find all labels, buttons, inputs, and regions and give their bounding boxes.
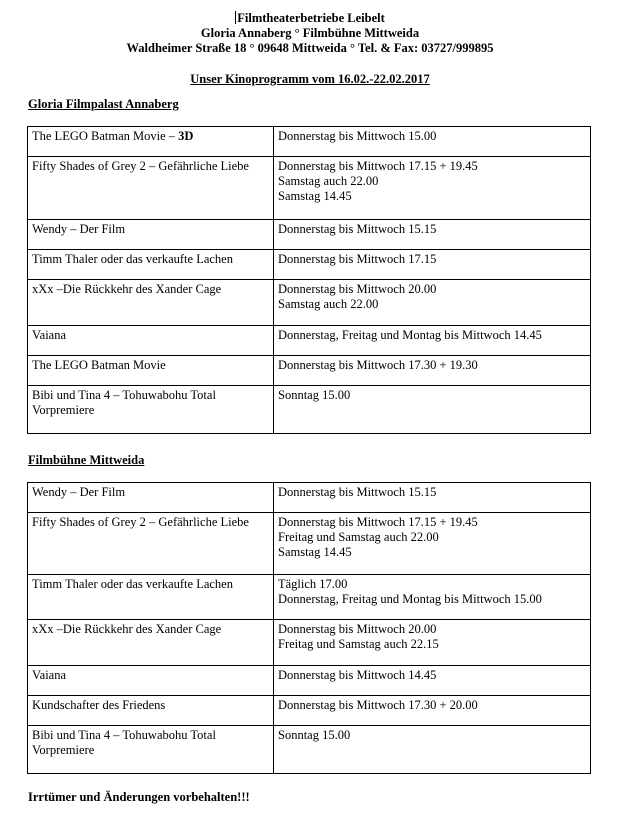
program-title: Unser Kinoprogramm vom 16.02.-22.02.2017 <box>190 72 430 86</box>
showtimes-cell <box>274 726 591 774</box>
film-title: Bibi und Tina 4 – Tohuwabohu Total <box>32 388 216 402</box>
film-title-cell <box>28 483 274 513</box>
film-title-cell <box>28 356 274 386</box>
showtimes-cell <box>274 620 591 666</box>
film-title-cell <box>28 575 274 620</box>
table-row <box>28 250 591 280</box>
film-title-cell <box>28 513 274 575</box>
film-title-cell <box>28 280 274 326</box>
showtime: Donnerstag bis Mittwoch 20.00 <box>278 282 437 296</box>
showtime: Freitag und Samstag auch 22.15 <box>278 637 439 651</box>
showtime: Donnerstag bis Mittwoch 17.30 + 20.00 <box>278 698 478 712</box>
table-row <box>28 696 591 726</box>
showtime: Sonntag 15.00 <box>278 728 351 742</box>
showtime: Samstag auch 22.00 <box>278 174 379 188</box>
showtime: Donnerstag bis Mittwoch 20.00 <box>278 622 437 636</box>
showtime: Donnerstag bis Mittwoch 17.30 + 19.30 <box>278 358 478 372</box>
film-title-cell <box>28 326 274 356</box>
table-row <box>28 157 591 220</box>
table-row <box>28 575 591 620</box>
table-row <box>28 666 591 696</box>
film-title: xXx –Die Rückkehr des Xander Cage <box>32 622 222 636</box>
film-title: Timm Thaler oder das verkaufte Lachen <box>32 252 233 266</box>
document-header <box>0 11 620 56</box>
showtime: Donnerstag bis Mittwoch 15.00 <box>278 129 437 143</box>
program-table-annaberg <box>27 126 591 434</box>
table-row <box>28 726 591 774</box>
showtimes-cell <box>274 356 591 386</box>
showtime: Sonntag 15.00 <box>278 388 351 402</box>
film-title-cell <box>28 620 274 666</box>
showtimes-cell <box>274 696 591 726</box>
showtime: Täglich 17.00 <box>278 577 348 591</box>
table-row <box>28 356 591 386</box>
film-title-cell <box>28 127 274 157</box>
film-title: Timm Thaler oder das verkaufte Lachen <box>32 577 233 591</box>
section-title-annaberg: Gloria Filmpalast Annaberg <box>28 97 179 111</box>
film-title-cell <box>28 386 274 434</box>
film-title: xXx –Die Rückkehr des Xander Cage <box>32 282 222 296</box>
format-3d-label: 3D <box>178 129 194 143</box>
film-title: Wendy – Der Film <box>32 485 126 499</box>
showtime: Donnerstag bis Mittwoch 17.15 + 19.45 <box>278 515 478 529</box>
showtimes-cell <box>274 575 591 620</box>
film-title: Vorpremiere <box>32 743 95 757</box>
table-row <box>28 620 591 666</box>
film-title: Vaiana <box>32 328 67 342</box>
film-title-cell <box>28 220 274 250</box>
showtime: Donnerstag, Freitag und Montag bis Mittwoch 14.45 <box>278 328 542 342</box>
showtime: Samstag auch 22.00 <box>278 297 379 311</box>
table-body <box>28 483 591 774</box>
film-title: Wendy – Der Film <box>32 222 126 236</box>
showtime: Donnerstag bis Mittwoch 15.15 <box>278 222 437 236</box>
showtime: Samstag 14.45 <box>278 189 352 203</box>
showtimes-cell <box>274 220 591 250</box>
showtime: Donnerstag bis Mittwoch 17.15 + 19.45 <box>278 159 478 173</box>
showtimes-cell <box>274 386 591 434</box>
showtime: Freitag und Samstag auch 22.00 <box>278 530 439 544</box>
film-title-cell <box>28 726 274 774</box>
film-title-cell <box>28 696 274 726</box>
showtime: Donnerstag bis Mittwoch 15.15 <box>278 485 437 499</box>
film-title: Fifty Shades of Grey 2 – Gefährliche Liebe <box>32 159 249 173</box>
disclaimer: Irrtümer und Änderungen vorbehalten!!! <box>28 790 250 804</box>
showtimes-cell <box>274 127 591 157</box>
table-row <box>28 127 591 157</box>
showtimes-cell <box>274 666 591 696</box>
showtimes-cell <box>274 326 591 356</box>
table-row <box>28 220 591 250</box>
showtime: Donnerstag bis Mittwoch 14.45 <box>278 668 437 682</box>
showtimes-cell <box>274 280 591 326</box>
program-table-mittweida <box>27 482 591 774</box>
showtime: Donnerstag, Freitag und Montag bis Mittwoch 15.00 <box>278 592 542 606</box>
film-title: Fifty Shades of Grey 2 – Gefährliche Liebe <box>32 515 249 529</box>
film-title-cell <box>28 157 274 220</box>
film-title: The LEGO Batman Movie <box>32 358 166 372</box>
film-title: Bibi und Tina 4 – Tohuwabohu Total <box>32 728 216 742</box>
table-row <box>28 386 591 434</box>
film-title: Kundschafter des Friedens <box>32 698 166 712</box>
table-body <box>28 127 591 434</box>
showtimes-cell <box>274 513 591 575</box>
venues-line: Gloria Annaberg ° Filmbühne Mittweida <box>200 26 420 40</box>
showtime: Samstag 14.45 <box>278 545 352 559</box>
table-row <box>28 513 591 575</box>
section-title-mittweida: Filmbühne Mittweida <box>28 453 145 467</box>
company-name-line <box>0 11 620 26</box>
showtime: Donnerstag bis Mittwoch 17.15 <box>278 252 437 266</box>
film-title-cell <box>28 666 274 696</box>
film-title: Vaiana <box>32 668 67 682</box>
showtimes-cell <box>274 483 591 513</box>
showtimes-cell <box>274 157 591 220</box>
company-name: Filmtheaterbetriebe Leibelt <box>237 11 385 25</box>
table-row <box>28 483 591 513</box>
address-line: Waldheimer Straße 18 ° 09648 Mittweida ° Tel. & Fax: 03727/999895 <box>126 41 494 55</box>
showtimes-cell <box>274 250 591 280</box>
table-row <box>28 326 591 356</box>
film-title-cell <box>28 250 274 280</box>
table-row <box>28 280 591 326</box>
film-title: The LEGO Batman Movie – 3D <box>32 129 194 143</box>
film-title: Vorpremiere <box>32 403 95 417</box>
